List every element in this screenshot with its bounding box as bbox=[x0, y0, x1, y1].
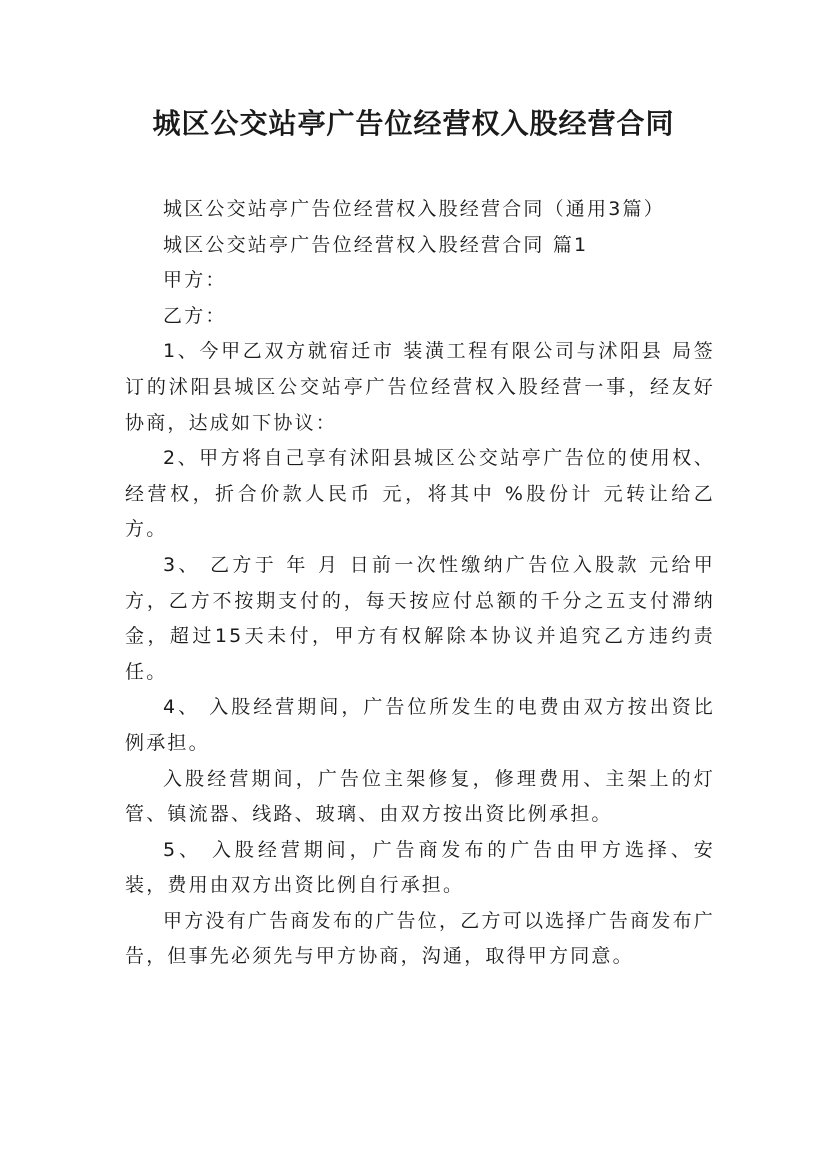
clause-2: 2、甲方将自己享有沭阳县城区公交站亭广告位的使用权、经营权，折合价款人民币 元，将其中 %股份计 元转让给乙方。 bbox=[125, 447, 715, 541]
document-body bbox=[125, 192, 715, 975]
document-title: 城区公交站亭广告位经营权入股经营合同 bbox=[152, 107, 675, 140]
clause-5-detail: 甲方没有广告商发布的广告位，乙方可以选择广告商发布广告，但事先必须先与甲方协商，沟通，取得甲方同意。 bbox=[125, 909, 715, 968]
clause-4: 4、 入股经营期间，广告位所发生的电费由双方按出资比例承担。 bbox=[125, 696, 715, 754]
subtitle-line: 城区公交站亭广告位经营权入股经营合同（通用3篇） bbox=[163, 198, 665, 220]
clause-4-detail: 入股经营期间，广告位主架修复，修理费用、主架上的灯管、镇流器、线路、玻璃、由双方按出资比例承担。 bbox=[125, 767, 715, 826]
party-b-line: 乙方： bbox=[163, 304, 227, 327]
party-a-line: 甲方： bbox=[163, 269, 227, 292]
section-heading: 城区公交站亭广告位经营权入股经营合同 篇1 bbox=[163, 233, 589, 256]
clause-1: 1、今甲乙双方就宿迁市 装潢工程有限公司与沭阳县 局签订的沭阳县城区公交站亭广告位经营权入股经营一事，经友好协商，达成如下协议： bbox=[125, 340, 715, 434]
clause-3: 3、 乙方于 年 月 日前一次性缴纳广告位入股款 元给甲方，乙方不按期支付的，每天按应付总额的千分之五支付滞纳金，超过15天未付，甲方有权解除本协议并追究乙方违约责任。 bbox=[125, 553, 715, 683]
clause-5: 5、 入股经营期间，广告商发布的广告由甲方选择、安装，费用由双方出资比例自行承担。 bbox=[125, 838, 715, 897]
